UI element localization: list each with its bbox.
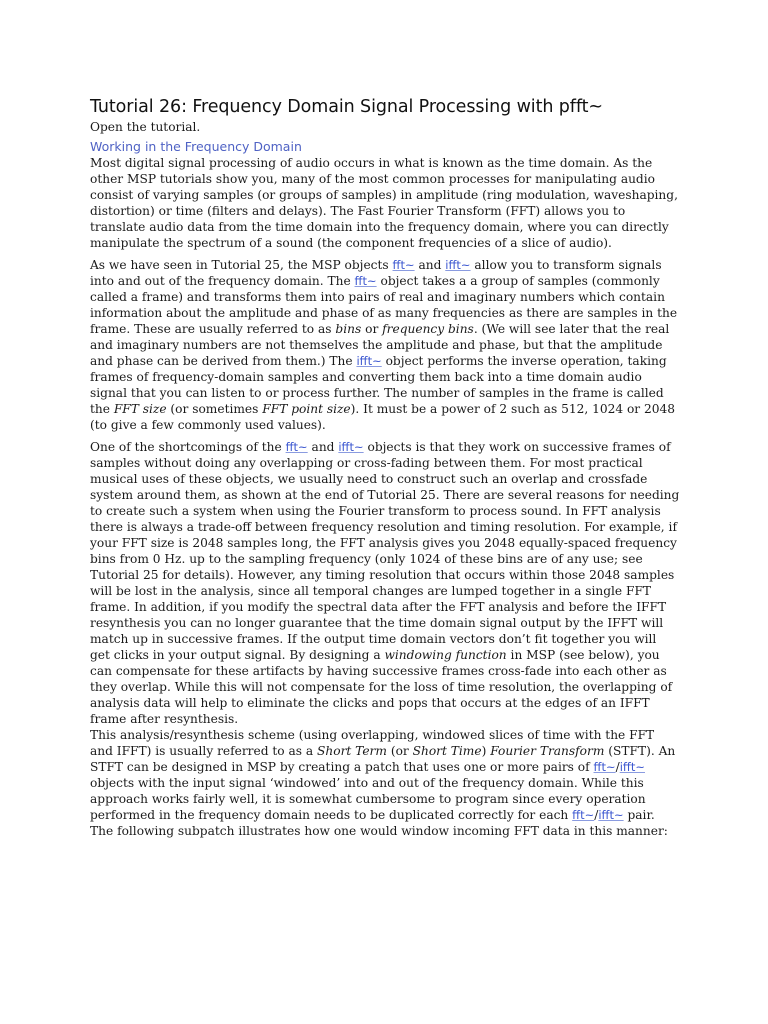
p4-text: pair. The following subpatch illustrates how one would window incoming FFT data in this manner:	[90, 808, 668, 838]
p3-text: in MSP (see below), you can compensate for these artifacts by having successive frames cross-fade into each other as they overlap. While this will not compensate for the loss of time resolution, the overlapping of analysis data will help to eliminate the clicks and pops that occurs at the edges of an IFFT frame after resynthesis.	[90, 648, 673, 726]
paragraph-4	[90, 727, 680, 839]
link-fft[interactable]: fft~	[572, 808, 595, 822]
p3-text: and	[307, 440, 339, 454]
p2-text: (or sometimes	[166, 402, 263, 416]
p2-text: . (We will see later that the real and imaginary numbers are not themselves the amplitude and phase, but that the amplitude and phase can be derived from them.) The	[90, 322, 670, 368]
paragraph-2	[90, 257, 680, 433]
slash-separator: /	[615, 760, 620, 774]
p4-text: objects with the input signal ‘windowed’ into and out of the frequency domain. While this approach works fairly well, it is somewhat cumbersome to program since every operation performed in the frequency domain needs to be duplicated correctly for each	[90, 776, 646, 822]
p2-text: object takes a a group of samples (commonly called a frame) and transforms them into pairs of real and imaginary numbers which contain information about the amplitude and phase of as many frequencies as there are samples in the frame. These are usually referred to as	[90, 274, 678, 336]
paragraph-3	[90, 439, 680, 727]
term-frequency-bins: frequency bins	[382, 322, 474, 336]
link-fft[interactable]: fft~	[593, 760, 616, 774]
p4-text: )	[481, 744, 491, 758]
link-ifft[interactable]: ifft~	[598, 808, 624, 822]
intro-text: Open the tutorial.	[90, 120, 201, 134]
p2-text: allow you to transform signals into and out of the frequency domain. The	[90, 258, 662, 288]
p3-text: One of the shortcomings of the	[90, 440, 286, 454]
section-heading: Working in the Frequency Domain	[90, 139, 302, 154]
slash-separator: /	[594, 808, 599, 822]
page-title: Tutorial 26: Frequency Domain Signal Processing with pfft~	[90, 97, 603, 117]
term-bins: bins	[335, 322, 362, 336]
p4-text: (STFT). An STFT can be designed in MSP by creating a patch that uses one or more pairs of	[90, 744, 676, 774]
term-fft-size: FFT size	[113, 402, 167, 416]
p4-text: (or	[386, 744, 413, 758]
p3-text: objects is that they work on successive frames of samples without doing any overlapping or cross-fading between them. For most practical musical uses of these objects, we usually need to construct such an overlap and crossfade system around them, as shown at the end of Tutorial 25. There are several reasons for needing to create such a system when using the Fourier transform to process sound. In FFT analysis there is always a trade-off between frequency resolution and timing resolution. For example, if your FFT size is 2048 samples long, the FFT analysis gives you 2048 equally-spaced frequency bins from 0 Hz. up to the sampling frequency (only 1024 of these bins are of any use; see Tutorial 25 for details). However, any timing resolution that occurs within those 2048 samples will be lost in the analysis, since all temporal changes are lumped together in a single FFT frame. In addition, if you modify the spectral data after the FFT analysis and before the IFFT resynthesis you can no longer guarantee that the time domain signal output by the IFFT will match up in successive frames. If the output time domain vectors don’t fit together you will get clicks in your output signal. By designing a	[90, 440, 680, 662]
term-short-time: Short Time	[412, 744, 482, 758]
p4-text: This analysis/resynthesis scheme (using overlapping, windowed slices of time with the FFT and IFFT) is usually referred to as a	[90, 728, 655, 758]
p2-text: or	[361, 322, 383, 336]
term-windowing-function: windowing function	[384, 648, 507, 662]
link-fft[interactable]: fft~	[392, 258, 415, 272]
p2-text: As we have seen in Tutorial 25, the MSP objects	[90, 258, 393, 272]
link-ifft[interactable]: ifft~	[445, 258, 471, 272]
link-fft[interactable]: fft~	[285, 440, 308, 454]
p2-text: object performs the inverse operation, taking frames of frequency-domain samples and converting them back into a time domain audio signal that you can listen to or process further. The number of samples in the frame is called the	[90, 354, 667, 416]
p2-text: ). It must be a power of 2 such as 512, 1024 or 2048 (to give a few commonly used values).	[90, 402, 676, 432]
link-ifft[interactable]: ifft~	[338, 440, 364, 454]
p2-text: and	[414, 258, 446, 272]
paragraph-1: Most digital signal processing of audio occurs in what is known as the time domain. As the other MSP tutorials show you, many of the most common processes for manipulating audio consist of varying samples (or groups of samples) in amplitude (ring modulation, waveshaping, distortion) or time (filters and delays). The Fast Fourier Transform (FFT) allows you to translate audio data from the time domain into the frequency domain, where you can directly manipulate the spectrum of a sound (the component frequencies of a slice of audio).	[90, 156, 678, 250]
link-ifft[interactable]: ifft~	[619, 760, 645, 774]
link-fft[interactable]: fft~	[354, 274, 377, 288]
link-ifft[interactable]: ifft~	[356, 354, 382, 368]
term-short-term: Short Term	[317, 744, 387, 758]
document-page	[90, 96, 680, 845]
term-fourier-transform: Fourier Transform	[490, 744, 605, 758]
term-fft-point-size: FFT point size	[262, 402, 351, 416]
